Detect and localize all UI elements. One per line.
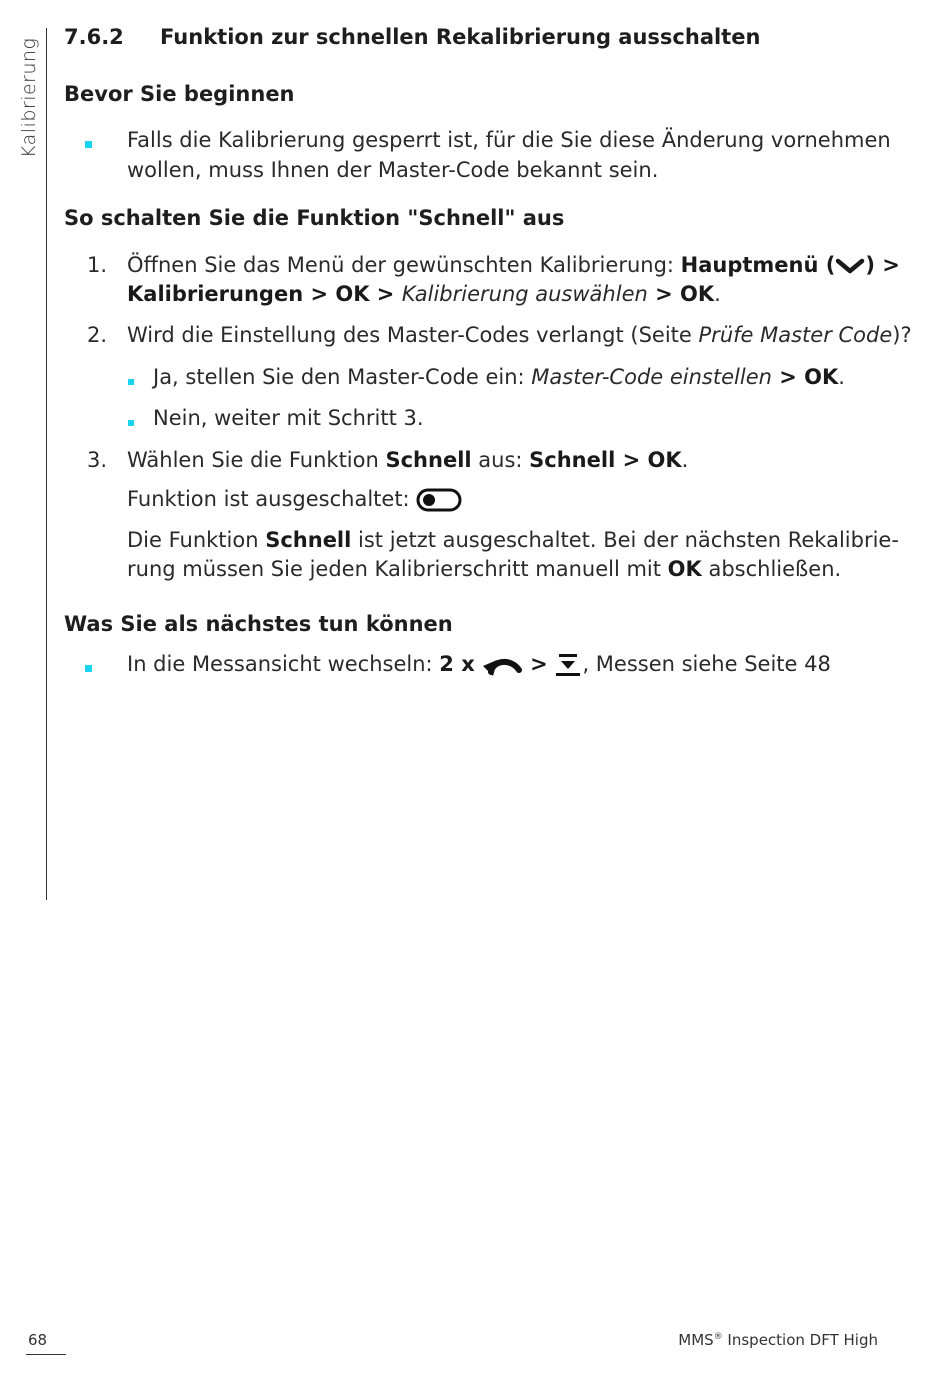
footer-product [678,1331,878,1349]
step3-state-text: Funktion ist ausgeschaltet: [127,487,417,511]
step1-path: Kalibrierungen > OK > [127,282,402,306]
step2-end: )? [892,323,912,347]
step-number: 3. [87,448,108,472]
bullet-marker [85,665,92,672]
step3-text2: aus: [471,448,530,472]
page-number: 68 [28,1331,48,1349]
before-heading: Bevor Sie beginnen [64,82,295,106]
step-number: 1. [87,253,108,277]
toggle-off-icon [416,488,462,512]
period: . [681,448,689,472]
result-ok: OK [667,557,702,581]
footer-product-name: Inspection DFT High [722,1331,878,1349]
footer-rule [26,1354,66,1355]
howto-heading: So schalten Sie die Funktion "Schnell" aus [64,206,565,230]
step2-sub1-text: Ja, stellen Sie den Master-Code ein: [153,365,532,389]
step3-line [127,445,688,475]
bullet-marker [128,420,134,426]
side-tab [14,30,44,160]
next-line [127,649,831,679]
step2-sub1-ok: > OK [771,365,839,389]
step3-function: Schnell [385,448,472,472]
step1-menu-label: Hauptmenü ( [680,253,836,277]
back-arrow-icon [481,652,523,678]
period: . [714,282,721,306]
step3-result-line2 [127,554,841,584]
result-text3: rung müssen Sie jeden Kalibrierschritt manuell mit [127,557,668,581]
step2-sub2: Nein, weiter mit Schritt 3. [153,406,424,430]
section-title [64,25,760,49]
step2-text: Wird die Einstellung des Master-Codes verlangt (Seite [127,323,699,347]
result-text2: ist jetzt ausgeschaltet. Bei der nächsten Rekalibrie- [351,528,899,552]
step1-line2 [127,279,721,309]
step3-state-line [127,484,462,514]
section-number: 7.6.2 [64,25,124,49]
bullet-marker [128,379,134,385]
step2-sub1-ref: Master-Code einstellen [531,365,772,389]
result-text4: abschließen. [701,557,842,581]
step2-ref: Prüfe Master Code [698,323,893,347]
step1-text: Öffnen Sie das Menü der gewünschten Kalibrierung: [127,253,681,277]
step3-text: Wählen Sie die Funktion [127,448,386,472]
next-heading: Was Sie als nächstes tun können [64,612,453,636]
footer-brand: MMS [678,1331,714,1349]
before-text-line1: Falls die Kalibrierung gesperrt ist, für die Sie diese Änderung vornehmen [127,128,891,152]
next-count: 2 x [439,652,475,676]
step2-line [127,320,912,350]
step2-sub1 [153,362,845,392]
step3-path: Schnell > OK [529,448,682,472]
period: . [838,365,845,389]
bullet-marker [85,141,92,148]
side-divider [46,28,47,900]
side-tab-label: Kalibrierung [18,37,40,158]
step1-menu-close: ) > [865,253,900,277]
result-text: Die Funktion [127,528,266,552]
footer-reg: ® [713,1332,723,1342]
next-ref: , Messen siehe Seite 48 [582,652,831,676]
section-title-text: Funktion zur schnellen Rekalibrierung ausschalten [160,25,761,49]
next-separator: > [530,652,548,676]
chevron-down-icon [835,257,865,275]
step1-line1 [127,250,900,280]
step1-select-label: Kalibrierung auswählen [401,282,648,306]
step-number: 2. [87,323,108,347]
before-text-line2: wollen, muss Ihnen der Master-Code bekannt sein. [127,158,659,182]
result-function: Schnell [265,528,352,552]
next-text: In die Messansicht wechseln: [127,652,440,676]
measure-icon [554,652,582,678]
step3-result-line1 [127,525,899,555]
step1-ok: > OK [647,282,715,306]
